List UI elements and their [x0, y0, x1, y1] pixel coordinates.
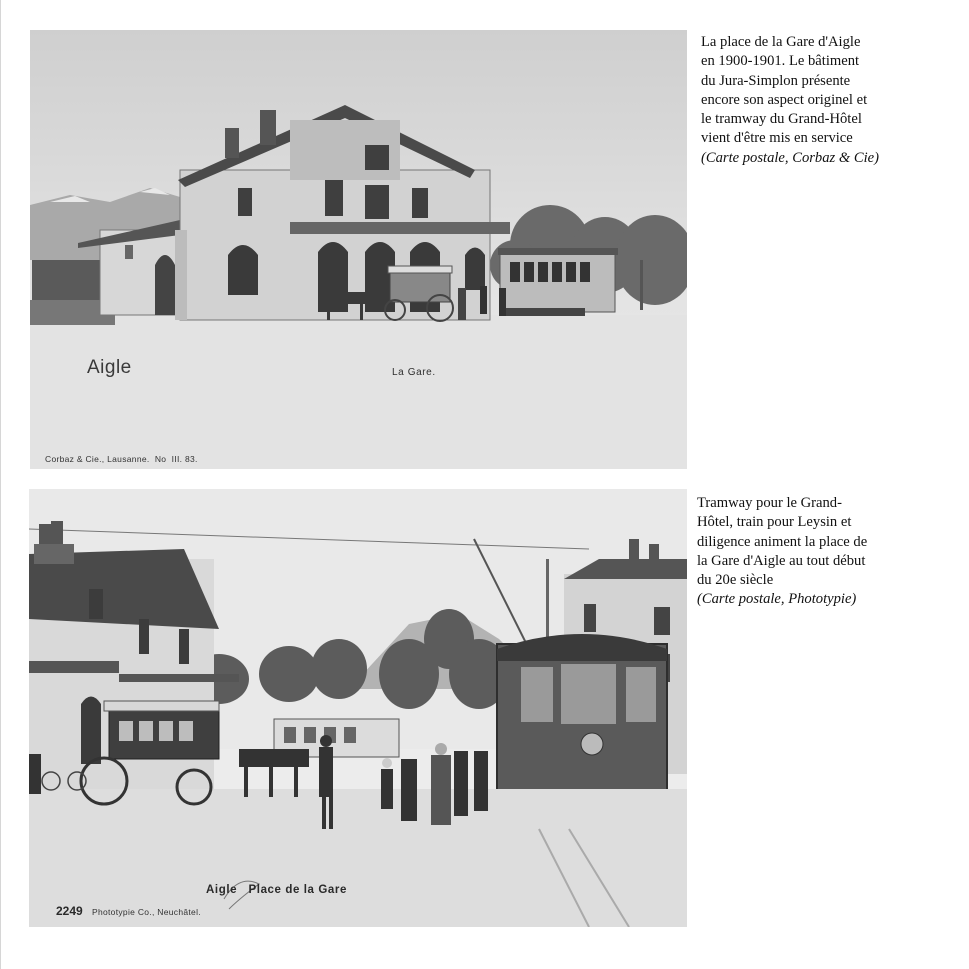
- postcard-publisher: Phototypie Co., Neuchâtel.: [92, 907, 201, 917]
- caption-gare: [701, 33, 879, 168]
- postcard-number: 2249: [56, 904, 83, 918]
- square-illustration: [29, 489, 687, 927]
- postcard-photo-place: [29, 489, 687, 927]
- postcard-subtitle: La Gare.: [392, 367, 436, 378]
- postcard-photo-gare: [30, 30, 687, 469]
- caption-line: Tramway pour le Grand-: [697, 495, 842, 511]
- caption-line: Hôtel, train pour Leysin et: [697, 514, 852, 531]
- caption-line: La place de la Gare d'Aigle: [701, 34, 861, 50]
- station-illustration: [30, 30, 687, 469]
- postcard-city-label: Aigle: [87, 357, 132, 378]
- caption-line: en 1900-1901. Le bâtiment: [701, 53, 860, 70]
- caption-line: le tramway du Grand-Hôtel: [701, 111, 862, 128]
- page-left-border: [0, 0, 1, 969]
- postcard-publisher: Corbaz & Cie., Lausanne. No III. 83.: [45, 454, 198, 464]
- caption-line: la Gare d'Aigle au tout début: [697, 552, 866, 569]
- caption-credit: (Carte postale, Phototypie): [697, 591, 857, 608]
- caption-credit: (Carte postale, Corbaz & Cie): [701, 149, 879, 166]
- caption-line: diligence animent la place de: [697, 533, 868, 550]
- caption-place: [697, 494, 867, 610]
- caption-line: du Jura-Simplon présente: [701, 72, 851, 89]
- postcard-title: Aigle Place de la Gare: [206, 884, 347, 896]
- caption-line: du 20e siècle: [697, 572, 774, 589]
- caption-line: vient d'être mis en service: [701, 130, 853, 147]
- caption-line: encore son aspect originel et: [701, 91, 868, 108]
